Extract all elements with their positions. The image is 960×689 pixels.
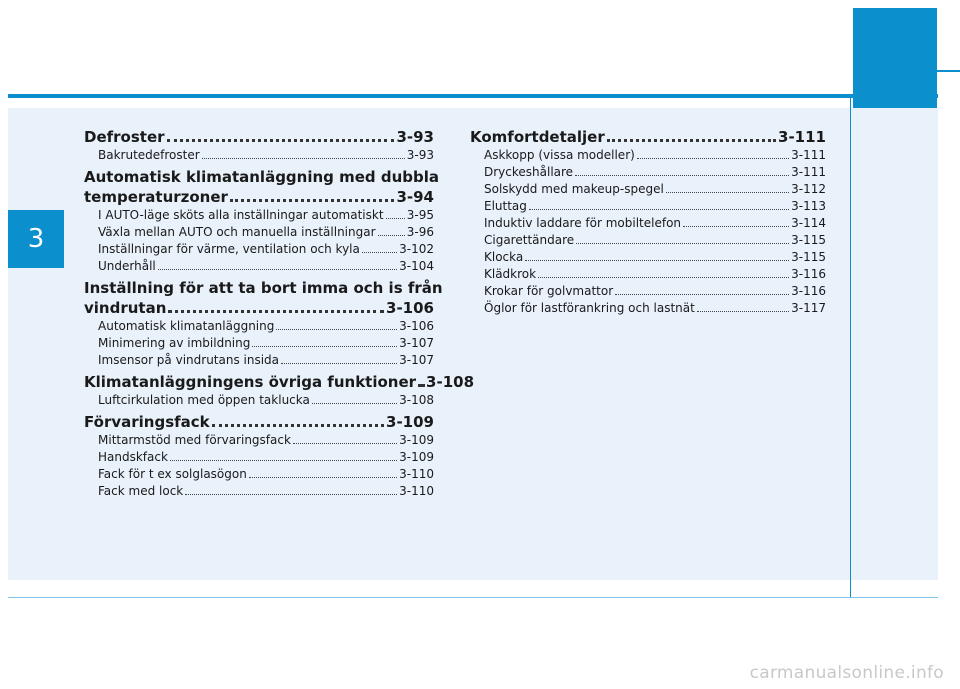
- section-heading[interactable]: [470, 127, 826, 147]
- toc-item-page: 3-110: [399, 484, 434, 498]
- dot-leader: [168, 310, 384, 313]
- toc-item-page: 3-113: [791, 199, 826, 213]
- dot-leader: [252, 346, 397, 347]
- toc-item-label: Cigarettändare: [484, 233, 575, 247]
- section-heading-label: temperaturzoner: [84, 188, 228, 206]
- toc-item-label: Luftcirkulation med öppen taklucka: [98, 393, 310, 407]
- toc-item-label: Induktiv laddare för mobiltelefon: [484, 216, 682, 230]
- toc-item[interactable]: [470, 232, 826, 249]
- dot-leader: [386, 218, 405, 219]
- toc-item[interactable]: [470, 147, 826, 164]
- dot-leader: [378, 235, 405, 236]
- toc-item-page: 3-108: [399, 393, 434, 407]
- chapter-tab: 3: [8, 210, 64, 268]
- toc-item-page: 3-112: [791, 182, 826, 196]
- dot-leader: [576, 243, 789, 244]
- section-heading-page: 3-109: [386, 413, 434, 431]
- toc-item-page: 3-102: [399, 242, 434, 256]
- toc-item[interactable]: [470, 181, 826, 198]
- dot-leader: [575, 175, 789, 176]
- dot-leader: [249, 477, 397, 478]
- section-heading-label: Förvaringsfack: [84, 413, 210, 431]
- section-heading-page: 3-94: [396, 188, 434, 206]
- toc-item-label: Inställningar för värme, ventilation och kyla: [98, 242, 360, 256]
- dot-leader: [418, 384, 424, 387]
- toc-item-label: Handskfack: [98, 450, 168, 464]
- section-heading-label: vindrutan: [84, 299, 167, 317]
- dot-leader: [538, 277, 789, 278]
- dot-leader: [312, 403, 397, 404]
- toc-item-page: 3-93: [406, 148, 434, 162]
- dot-leader: [607, 139, 776, 142]
- toc-item-label: Underhåll: [98, 259, 156, 273]
- section-heading-page: 3-93: [396, 128, 434, 146]
- toc-item[interactable]: [84, 258, 434, 275]
- section-heading[interactable]: [84, 412, 434, 432]
- dot-leader: [230, 199, 395, 202]
- toc-item-page: 3-104: [399, 259, 434, 273]
- right-rule: [937, 70, 960, 72]
- toc-item[interactable]: [84, 352, 434, 369]
- corner-tab: [853, 8, 937, 108]
- toc-item-page: 3-117: [791, 301, 826, 315]
- toc-item-label: Krokar för golvmattor: [484, 284, 614, 298]
- toc-item-page: 3-114: [791, 216, 826, 230]
- toc-item[interactable]: [84, 466, 434, 483]
- toc-item-label: Öglor för lastförankring och lastnät: [484, 301, 695, 315]
- toc-item-page: 3-110: [399, 467, 434, 481]
- toc-item[interactable]: [84, 241, 434, 258]
- section-heading-line: Inställning för att ta bort imma och is från: [84, 279, 443, 297]
- dot-leader: [666, 192, 789, 193]
- dot-leader: [362, 252, 397, 253]
- toc-item-label: Bakrutedefroster: [98, 148, 200, 162]
- toc-item-page: 3-111: [791, 148, 826, 162]
- margin-rule: [850, 98, 851, 598]
- dot-leader: [170, 460, 397, 461]
- toc-item[interactable]: [84, 432, 434, 449]
- toc-item[interactable]: [470, 215, 826, 232]
- toc-item-label: Automatisk klimatanläggning: [98, 319, 275, 333]
- dot-leader: [212, 424, 384, 427]
- toc-item-page: 3-116: [791, 284, 826, 298]
- section-heading-label: Defroster: [84, 128, 165, 146]
- dot-leader: [158, 269, 397, 270]
- toc-item-label: Fack för t ex solglasögon: [98, 467, 247, 481]
- toc-item-page: 3-95: [406, 208, 434, 222]
- toc-item[interactable]: [84, 318, 434, 335]
- section-heading-label: Komfortdetaljer: [470, 128, 605, 146]
- section-heading-page: 3-108: [426, 373, 475, 391]
- dot-leader: [615, 294, 789, 295]
- toc-item[interactable]: [84, 147, 434, 164]
- toc-left-column: [84, 124, 475, 500]
- toc-item[interactable]: [84, 392, 434, 409]
- top-rule: [8, 94, 938, 98]
- toc-item-page: 3-116: [791, 267, 826, 281]
- dot-leader: [683, 226, 789, 227]
- toc-item-page: 3-109: [399, 433, 434, 447]
- toc-item-label: Eluttag: [484, 199, 527, 213]
- toc-item-page: 3-115: [791, 250, 826, 264]
- dot-leader: [697, 311, 789, 312]
- toc-item-page: 3-109: [399, 450, 434, 464]
- dot-leader: [185, 494, 397, 495]
- toc-item-label: Dryckeshållare: [484, 165, 574, 179]
- toc-item-page: 3-107: [399, 353, 434, 367]
- dot-leader: [293, 443, 397, 444]
- toc-item[interactable]: [84, 449, 434, 466]
- dot-leader: [202, 158, 405, 159]
- toc-item-page: 3-107: [399, 336, 434, 350]
- toc-item-page: 3-111: [791, 165, 826, 179]
- toc-item[interactable]: [84, 207, 434, 224]
- toc-right-column: [470, 124, 826, 317]
- watermark: carmanualsonline.info: [749, 663, 944, 683]
- bottom-rule: [8, 597, 938, 598]
- toc-item-label: Klädkrok: [484, 267, 537, 281]
- toc-item[interactable]: [84, 224, 434, 241]
- toc-item-label: I AUTO-läge sköts alla inställningar automatiskt: [98, 208, 384, 222]
- dot-leader: [529, 209, 789, 210]
- toc-item[interactable]: [470, 249, 826, 266]
- toc-item-label: Fack med lock: [98, 484, 184, 498]
- section-heading-page: 3-106: [386, 299, 434, 317]
- toc-item[interactable]: [84, 483, 434, 500]
- toc-item-page: 3-115: [791, 233, 826, 247]
- toc-item-label: Askkopp (vissa modeller): [484, 148, 635, 162]
- toc-item[interactable]: [470, 266, 826, 283]
- toc-item[interactable]: [470, 300, 826, 317]
- section-heading[interactable]: [84, 372, 475, 392]
- dot-leader: [281, 363, 397, 364]
- section-heading[interactable]: [84, 127, 434, 147]
- toc-item-page: 3-106: [399, 319, 434, 333]
- toc-item-label: Mittarmstöd med förvaringsfack: [98, 433, 291, 447]
- toc-item[interactable]: [470, 164, 826, 181]
- toc-item-label: Växla mellan AUTO och manuella inställningar: [98, 225, 376, 239]
- dot-leader: [637, 158, 789, 159]
- toc-item-label: Solskydd med makeup-spegel: [484, 182, 664, 196]
- section-heading-line: Automatisk klimatanläggning med dubbla: [84, 168, 440, 186]
- dot-leader: [276, 329, 397, 330]
- toc-item[interactable]: [84, 335, 434, 352]
- section-heading[interactable]: [84, 298, 434, 318]
- toc-item[interactable]: [470, 283, 826, 300]
- toc-item-label: Imsensor på vindrutans insida: [98, 353, 280, 367]
- toc-item-page: 3-96: [406, 225, 434, 239]
- dot-leader: [167, 139, 395, 142]
- toc-item-label: Klocka: [484, 250, 524, 264]
- section-heading-label: Klimatanläggningens övriga funktioner: [84, 373, 417, 391]
- section-heading[interactable]: [84, 187, 434, 207]
- toc-item[interactable]: [470, 198, 826, 215]
- dot-leader: [525, 260, 789, 261]
- toc-item-label: Minimering av imbildning: [98, 336, 251, 350]
- section-heading-page: 3-111: [778, 128, 826, 146]
